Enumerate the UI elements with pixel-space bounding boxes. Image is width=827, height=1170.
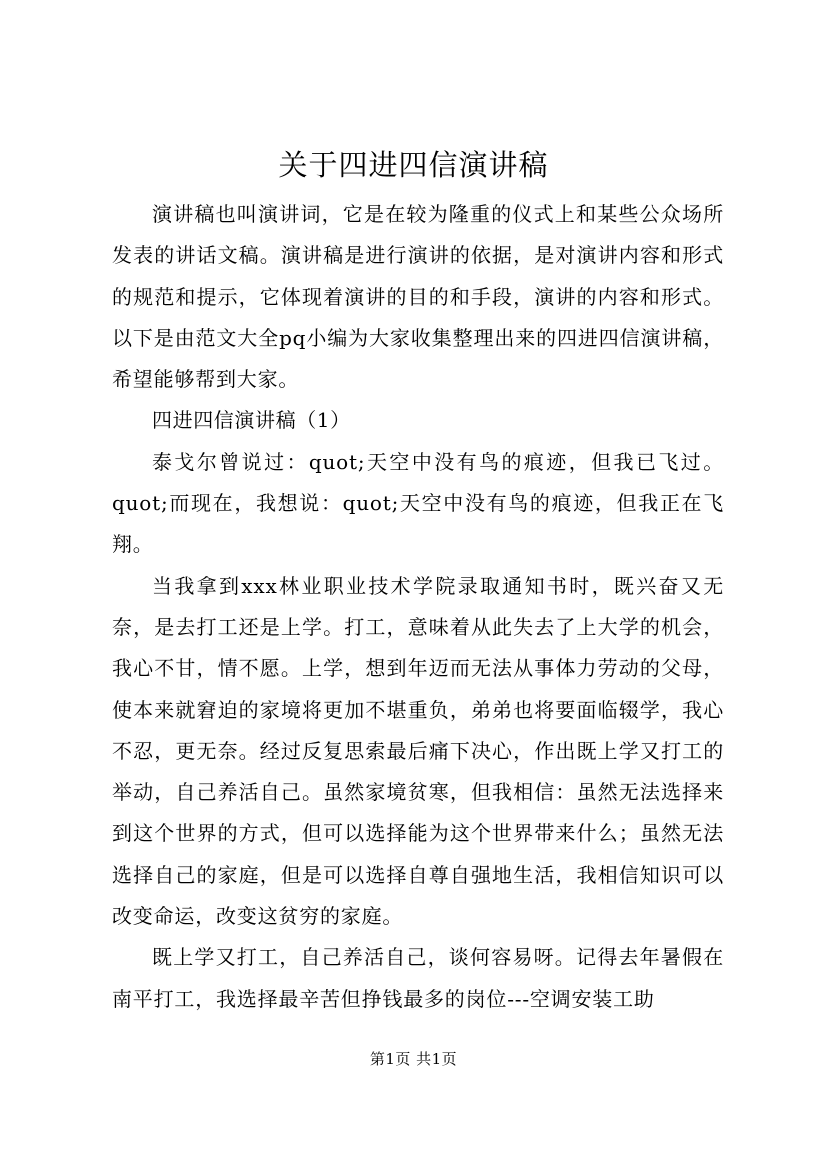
section-heading: 四进四信演讲稿（1） — [152, 408, 351, 433]
paragraph-story: 当我拿到xxx林业职业技术学院录取通知书时，既兴奋又无奈，是去打工还是上学。打工，意味着从此失去了上大学的机会，我心不甘，情不愿。上学，想到年迈而无法从事体力劳动的父母，使本来就窘迫的家境将更加不堪重负，弟弟也将要面临辍学，我心不忍，更无奈。经过反复思索最后痛下决心，作出既上学又打工的举动，自己养活自己。虽然家境贫寒，但我相信：虽然无法选择来到这个世界的方式，但可以选择能为这个世界带来什么；虽然无法选择自己的家庭，但是可以选择自尊自强地生活，我相信知识可以改变命运，改变这贫穷的家庭。 — [112, 573, 724, 929]
page-footer: 第1页 共1页 — [369, 1050, 458, 1068]
paragraph-quote: 泰戈尔曾说过：quot;天空中没有鸟的痕迹，但我已飞过。quot;而现在，我想说：quot;天空中没有鸟的痕迹，但我正在飞翔。 — [112, 449, 724, 557]
paragraph-work: 既上学又打工，自己养活自己，谈何容易呀。记得去年暑假在南平打工，我选择最辛苦但挣钱最多的岗位---空调安装工助 — [112, 945, 724, 1011]
document-body — [112, 194, 724, 1020]
document-title: 关于四进四信演讲稿 — [278, 148, 549, 182]
paragraph-intro: 演讲稿也叫演讲词，它是在较为隆重的仪式上和某些公众场所发表的讲话文稿。演讲稿是进行演讲的依据，是对演讲内容和形式的规范和提示，它体现着演讲的目的和手段，演讲的内容和形式。以下是由范文大全pq小编为大家收集整理出来的四进四信演讲稿，希望能够帮到大家。 — [112, 202, 724, 392]
